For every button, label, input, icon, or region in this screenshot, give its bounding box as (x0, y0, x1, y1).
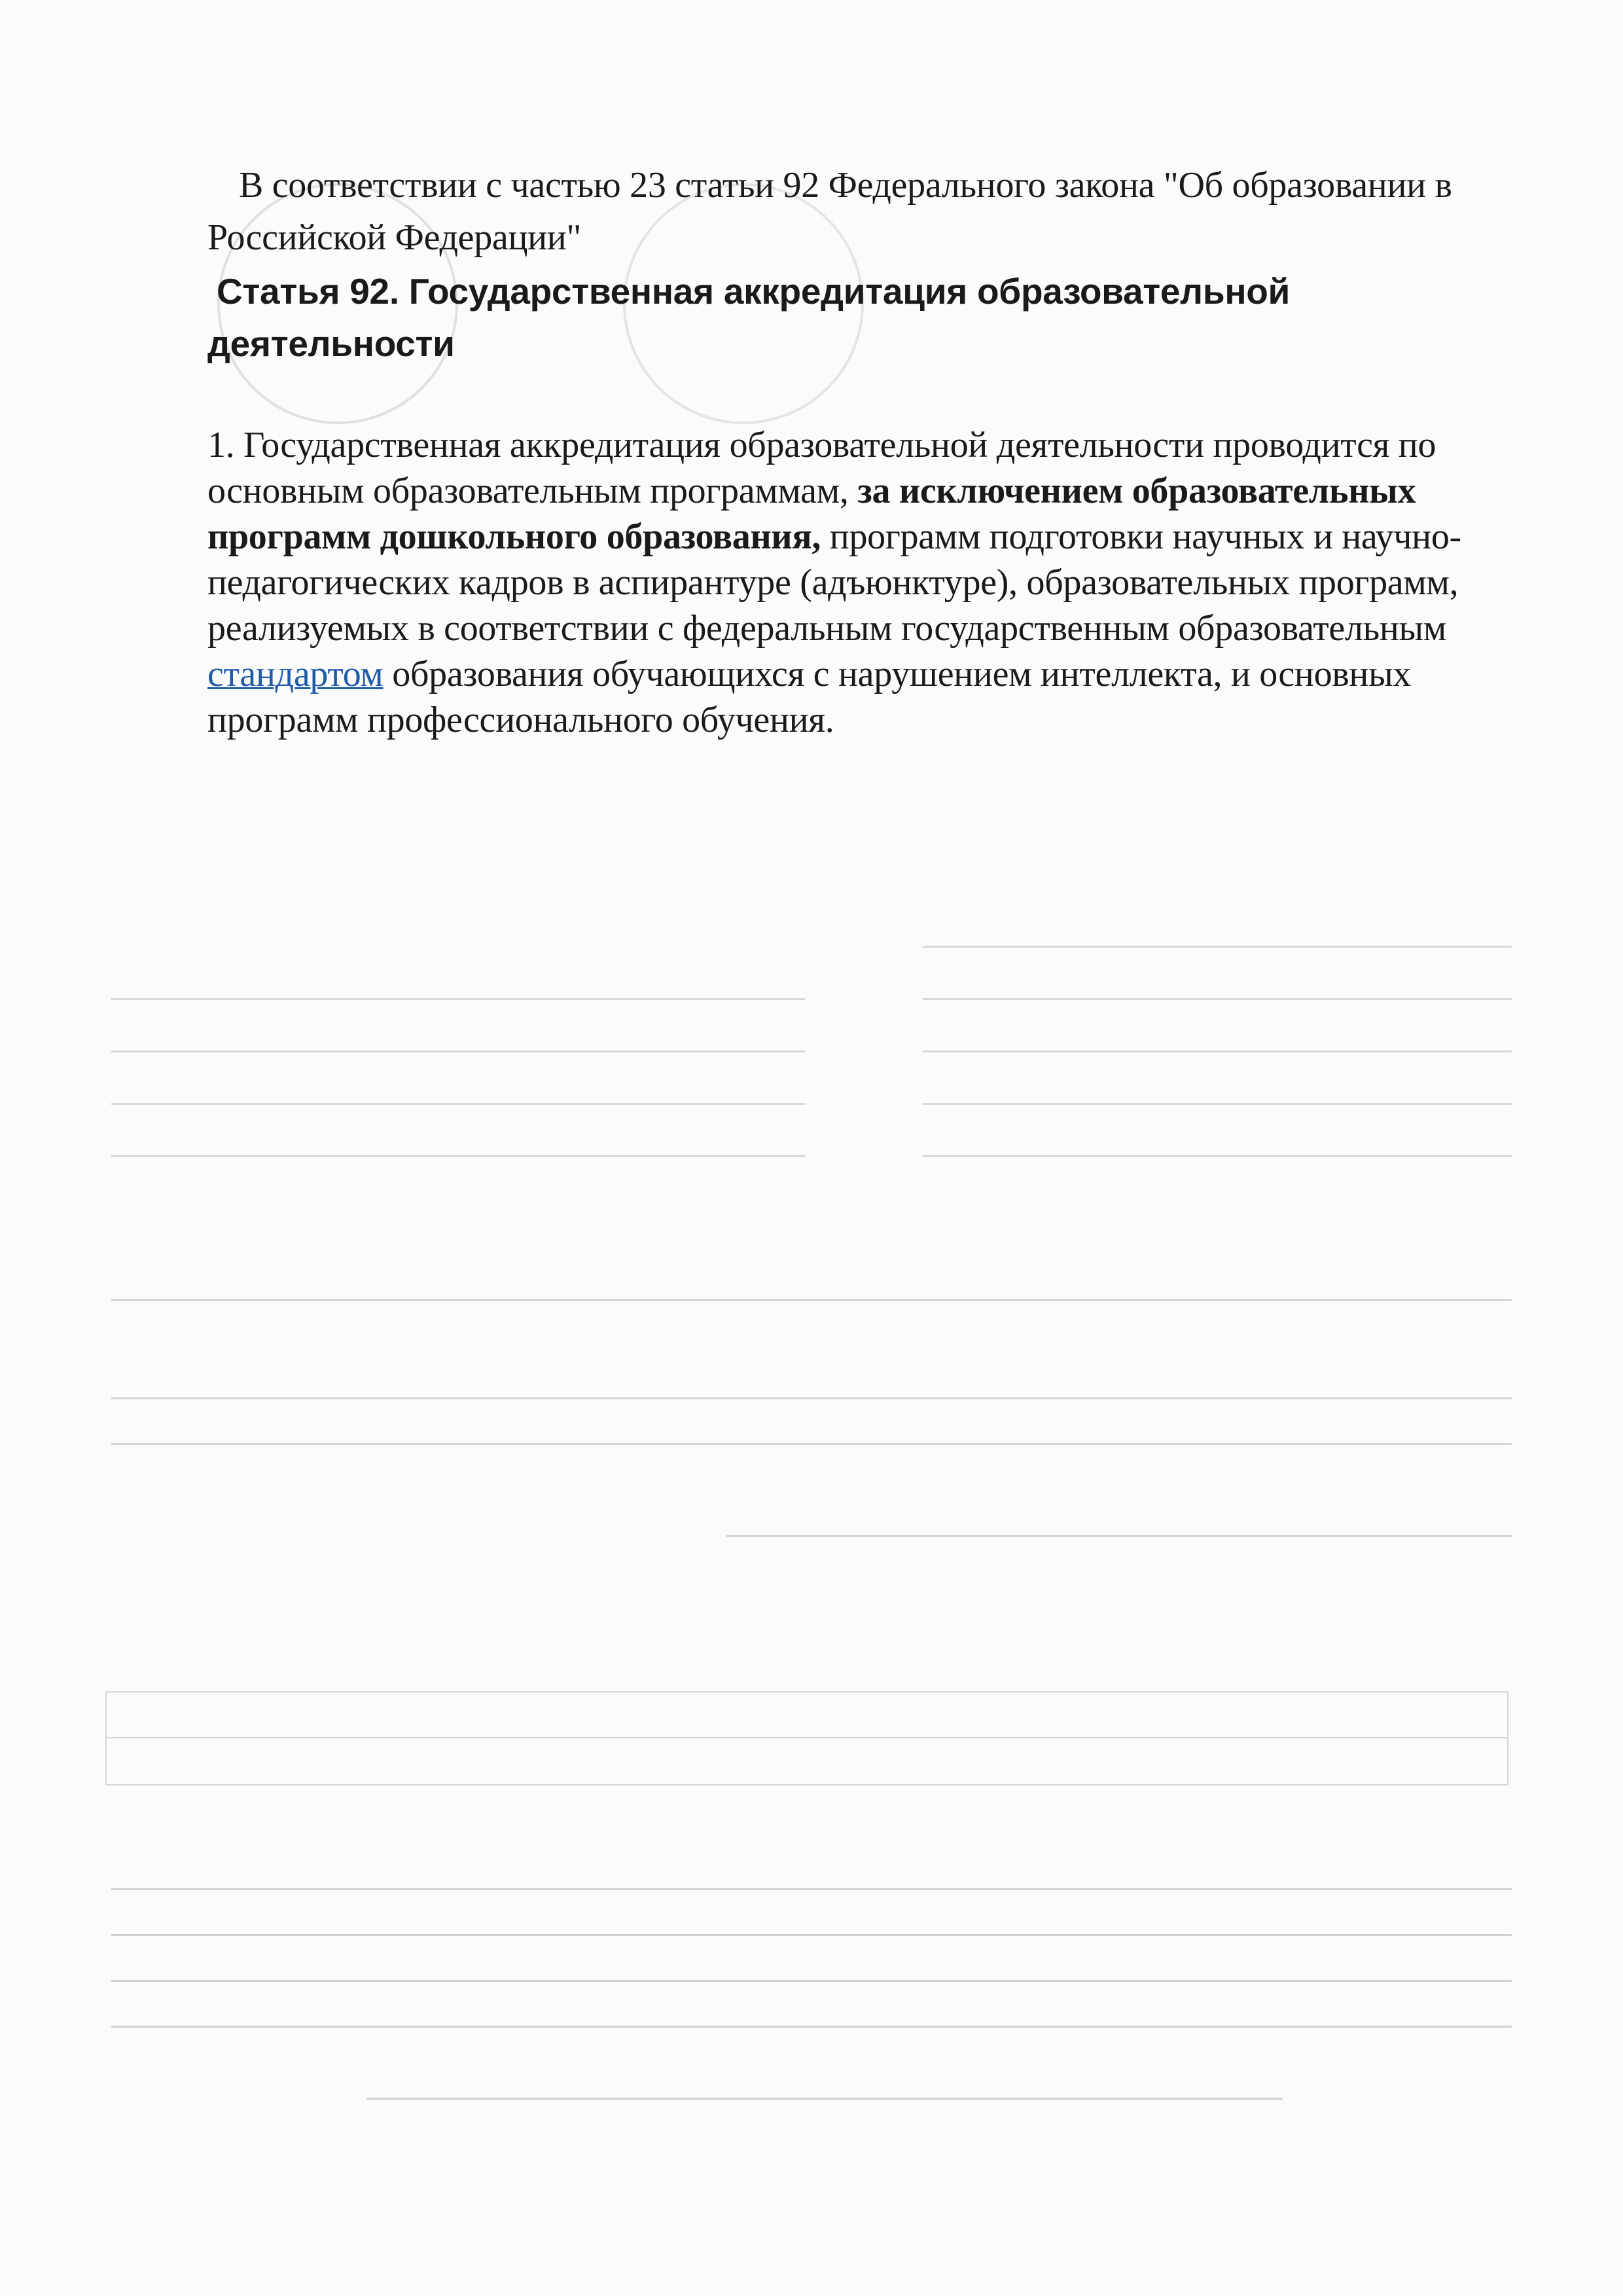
bleed-line (111, 1934, 1512, 1962)
intro-paragraph: В соответствии с частью 23 статьи 92 Федерального закона "Об образовании в Российской Федерации" (207, 165, 1452, 258)
clause-text-part2: программ подготовки научных и научно-педагогических кадров в аспирантуре (адъюнктуре), образовательных программ, реализуемых в соответствии с федеральным государственным образовательным (207, 516, 1461, 649)
bleed-line (111, 1443, 1512, 1471)
clause-bold-exception: за исключением образовательных программ дошкольного образования, (207, 471, 1416, 557)
bleed-line (111, 1155, 805, 1183)
bleed-line (923, 998, 1512, 1026)
bleed-line (923, 1103, 1512, 1131)
clause-text-part1: 1. Государственная аккредитация образовательной деятельности проводится по основным образовательным программам, (207, 425, 1436, 511)
bleed-table (105, 1691, 1508, 1785)
bleed-line (923, 1050, 1512, 1079)
bleed-line (111, 2026, 1512, 2054)
bleed-line (923, 946, 1512, 974)
bleed-table-row (107, 1737, 1507, 1784)
article-title: Статья 92. Государственная аккредитация образовательной деятельности (207, 271, 1291, 364)
clause-text-part3: образования обучающихся с нарушением интеллекта, и основных программ профессионального обучения. (207, 654, 1412, 740)
bleed-line (111, 1888, 1512, 1916)
bleed-line (111, 1050, 805, 1079)
standard-link[interactable]: стандартом (207, 654, 383, 694)
bleed-line (111, 1299, 1512, 1327)
bleed-line (366, 2075, 1283, 2100)
clause-paragraph (207, 422, 1510, 743)
bleed-line (726, 1535, 1512, 1563)
bleed-line (111, 1103, 805, 1131)
bleed-line (111, 1980, 1512, 2008)
bleed-line (923, 1155, 1512, 1183)
bleed-line (111, 998, 805, 1026)
bleed-line (111, 1397, 1512, 1426)
document-body (207, 159, 1510, 743)
